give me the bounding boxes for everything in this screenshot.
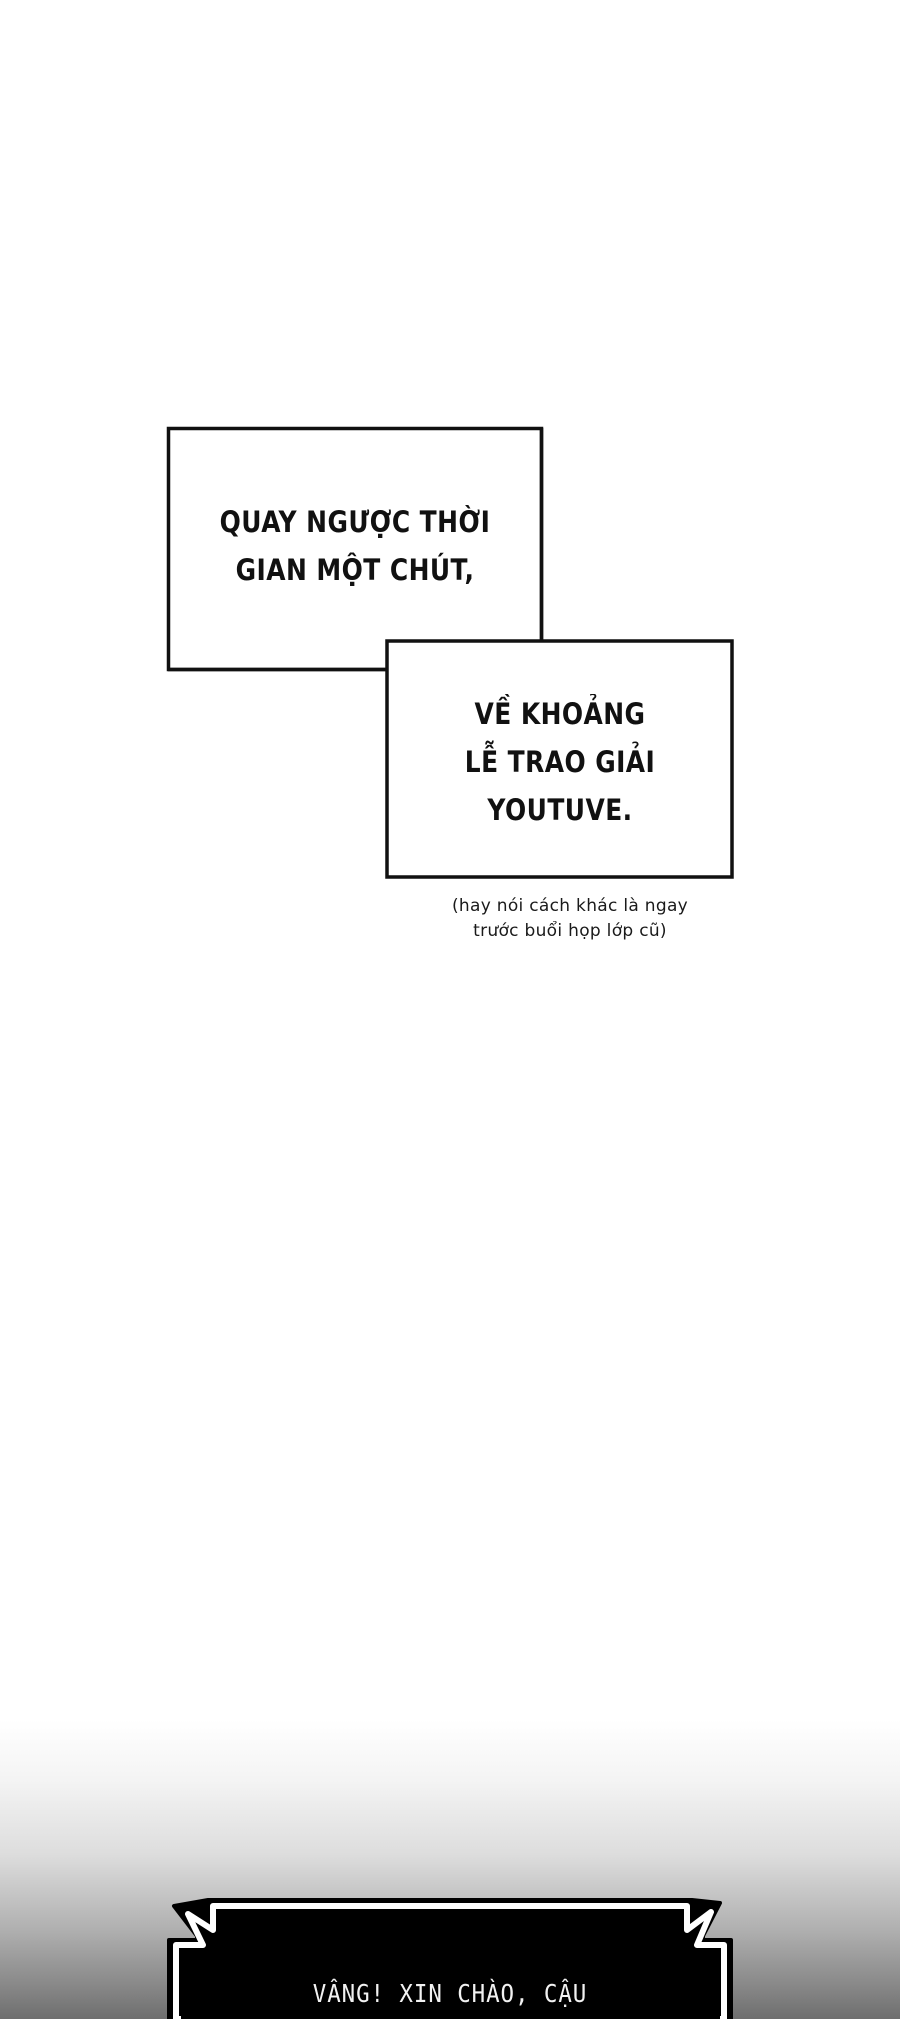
caption-line: GIAN MỘT CHÚT, xyxy=(235,553,475,587)
caption-box-1-text xyxy=(196,498,514,594)
caption-box-2-text xyxy=(413,690,707,834)
caption-line: VỀ KHOẢNG xyxy=(474,697,646,731)
overlap-mask xyxy=(389,643,539,668)
caption-line: YOUTUVE. xyxy=(487,793,633,827)
caption-line: QUAY NGƯỢC THỜI xyxy=(219,505,491,539)
speech-line: VÂNG! XIN CHÀO, CẬU xyxy=(312,1979,588,2008)
caption-line: LỄ TRAO GIẢI xyxy=(464,745,656,779)
note-line: trước buổi họp lớp cũ) xyxy=(473,921,667,941)
side-note xyxy=(420,894,720,944)
speech-bubble-text xyxy=(243,1978,657,2010)
note-line: (hay nói cách khác là ngay xyxy=(451,896,689,916)
